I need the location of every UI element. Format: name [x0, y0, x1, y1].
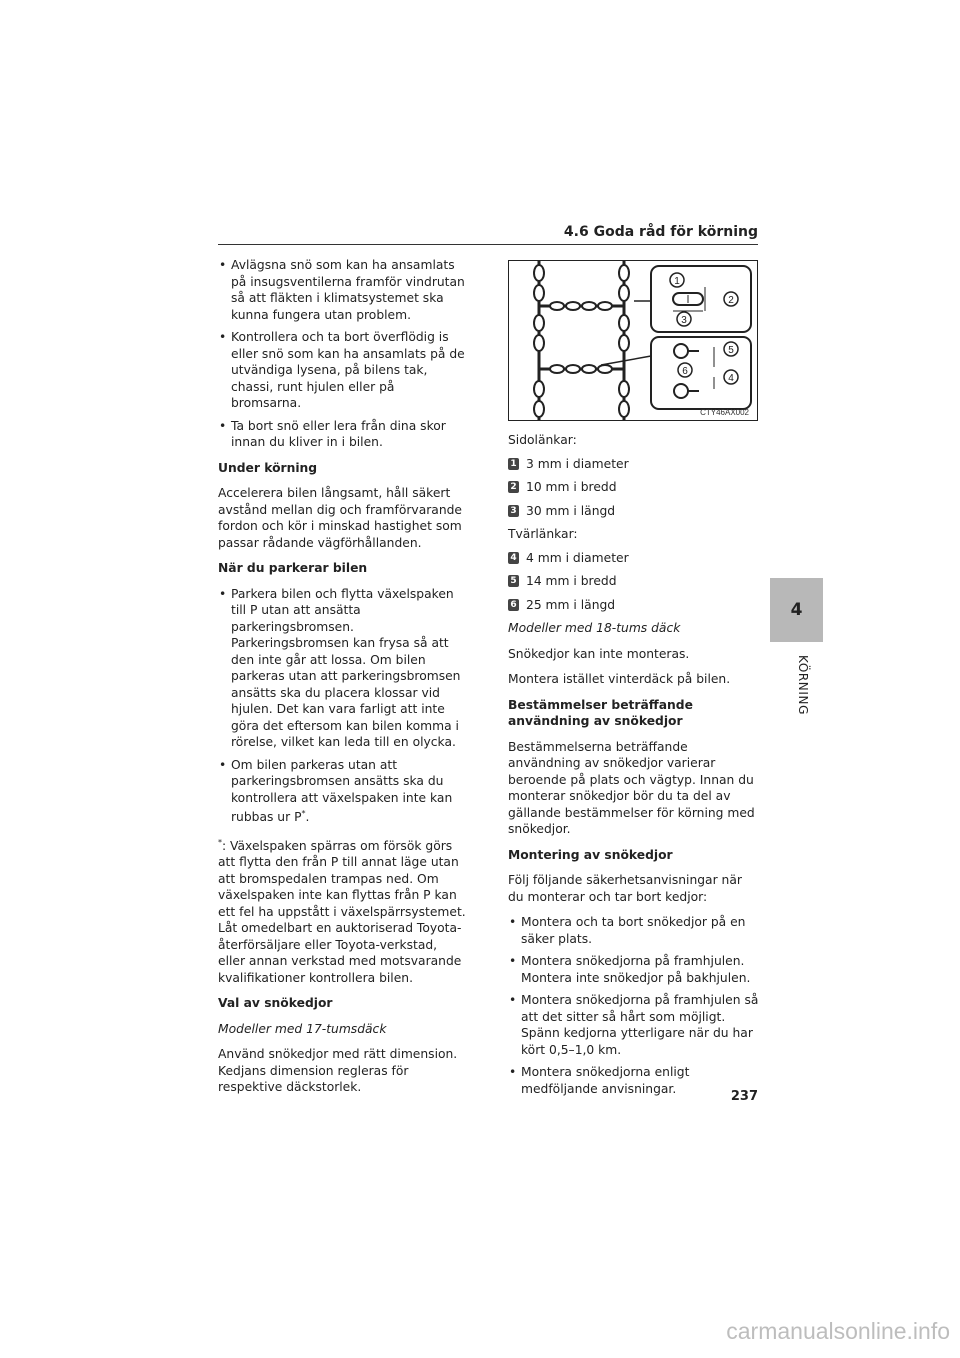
- number-badge: 3: [508, 505, 519, 517]
- page-number: 237: [730, 1089, 758, 1104]
- callout-4: 4: [728, 373, 734, 384]
- footnote-ref: *: [301, 809, 306, 818]
- intro-bullets: [218, 257, 466, 451]
- snow-chain-illustration: [509, 261, 757, 420]
- under-korning-heading: Under körning: [218, 460, 318, 475]
- list-item: • Kontrollera och ta bort överflödig is eller snö som kan ha ansamlats på de utvändiga lysena, på bilens tak, chassi, runt hjulen eller på bromsarna.: [218, 329, 466, 412]
- val-heading: Val av snökedjor: [218, 996, 333, 1011]
- list-item: [508, 503, 760, 520]
- parkering-bullet-text: Om bilen parkeras utan att parkeringsbromsen ansätts ska du kontrollera att växelspaken inte kan rubbas ur P: [231, 757, 453, 825]
- list-item: • Ta bort snö eller lera från dina skor innan du kliver in i bilen.: [218, 418, 466, 451]
- header-divider: [218, 244, 758, 245]
- list-item: [508, 456, 760, 473]
- right-column: [508, 432, 760, 1106]
- models18-text2: Montera istället vinterdäck på bilen.: [508, 672, 731, 686]
- spec-text: 10 mm i bredd: [526, 480, 617, 494]
- list-item: • Om bilen parkeras utan att parkeringsbromsen ansätts ska du kontrollera att växelspaken inte kan rubbas ur P*.: [218, 757, 466, 826]
- number-badge: 1: [508, 458, 519, 470]
- callout-1: 1: [674, 276, 680, 287]
- footnote-mark: *: [218, 837, 222, 847]
- spec-text: 14 mm i bredd: [526, 574, 617, 588]
- figure-code: CTY46AX002: [700, 408, 749, 417]
- cross-links-list: [508, 550, 760, 614]
- montering-bullets: [508, 914, 760, 1097]
- list-item: • Montera och ta bort snökedjor på en säker plats.: [508, 914, 760, 947]
- list-item: [508, 597, 760, 614]
- regler-text: Bestämmelserna beträffande användning av snökedjor varierar beroende på plats och vägtyp. Innan du monterar snökedjor bör du ta del av gällande bestämmelser för körning med snökedjor.: [508, 739, 755, 836]
- list-item: [508, 550, 760, 567]
- list-item: • Montera snökedjorna på framhjulen så att det sitter så hårt som möjligt. Spänn kedjorna ytterligare när du har kört 0,5–1,0 km.: [508, 992, 760, 1058]
- montering-text: Följ följande säkerhetsanvisningar när du monterar och tar bort kedjor:: [508, 873, 742, 904]
- spec-text: 25 mm i längd: [526, 597, 616, 612]
- number-badge: 6: [508, 599, 519, 611]
- list-item: [508, 573, 760, 590]
- list-item: • Parkera bilen och flytta växelspaken till P utan att ansätta parkeringsbromsen. Parkeringsbromsen kan frysa så att den inte går att lossa. Om bilen parkeras utan att parkeringsbromsen ansätts ska du placera klossar vid hjulen. Det kan vara farligt att inte göra det eftersom kan bilen komma i rörelse, vilket kan leda till en olycka.: [218, 586, 466, 751]
- list-item: • Montera snökedjorna på framhjulen. Montera inte snökedjor på bakhjulen.: [508, 953, 760, 986]
- chapter-label: KÖRNING: [796, 655, 810, 715]
- footnote-text: : Växelspaken spärras om försök görs att flytta den från P till annat läge utan att bromspedalen trampas ned. Om växelspaken inte kan flyttas från P kan ett fel ha uppstått i växelspärrsystemet. Låt omedelbart en auktoriserad Toyota-återförsäljare eller Toyota-verkstad, eller annan verkstad med motsvarande kvalifikationer kontrollera bilen.: [218, 838, 466, 985]
- list-item: [508, 479, 760, 496]
- number-badge: 2: [508, 481, 519, 493]
- parkering-bullets: [218, 586, 466, 826]
- section-header: 4.6 Goda råd för körning: [563, 224, 758, 240]
- under-korning-text: Accelerera bilen långsamt, håll säkert avstånd mellan dig och framförvarande fordon och kör i minskad hastighet som passar rådande vägförhållanden.: [218, 486, 462, 550]
- spec-text: 30 mm i längd: [526, 503, 616, 518]
- watermark: carmanualsonline.info: [726, 1318, 950, 1344]
- footnote: [218, 835, 466, 987]
- snow-chain-figure: [508, 260, 758, 421]
- chapter-number: 4: [790, 600, 803, 620]
- left-column: [218, 257, 466, 1105]
- list-item: • Montera snökedjorna enligt medföljande anvisningar.: [508, 1064, 760, 1097]
- models18-heading: Modeller med 18-tums däck: [508, 621, 681, 635]
- spec-text: 3 mm i diameter: [526, 456, 629, 471]
- montering-heading: Montering av snökedjor: [508, 847, 673, 862]
- chapter-tab: [770, 578, 823, 642]
- callout-6: 6: [682, 366, 688, 377]
- callout-2: 2: [728, 295, 734, 306]
- spec-text: 4 mm i diameter: [526, 550, 629, 565]
- callout-5: 5: [728, 345, 734, 356]
- val-subheading: Modeller med 17-tumsdäck: [218, 1021, 387, 1036]
- callout-3: 3: [681, 315, 687, 326]
- val-text: Använd snökedjor med rätt dimension. Kedjans dimension regleras för respektive däckstorlek.: [218, 1047, 458, 1095]
- parkering-heading: När du parkerar bilen: [218, 561, 368, 575]
- side-links-label: Sidolänkar:: [508, 433, 577, 447]
- side-links-list: [508, 456, 760, 520]
- models18-text1: Snökedjor kan inte monteras.: [508, 646, 690, 661]
- number-badge: 5: [508, 575, 519, 587]
- list-item: • Avlägsna snö som kan ha ansamlats på insugsventilerna framför vindrutan så att fläkten i klimatsystemet ska kunna fungera utan problem.: [218, 257, 466, 323]
- number-badge: 4: [508, 552, 519, 564]
- cross-links-label: Tvärlänkar:: [508, 527, 578, 541]
- regler-heading: Bestämmelser beträffande användning av snökedjor: [508, 697, 693, 728]
